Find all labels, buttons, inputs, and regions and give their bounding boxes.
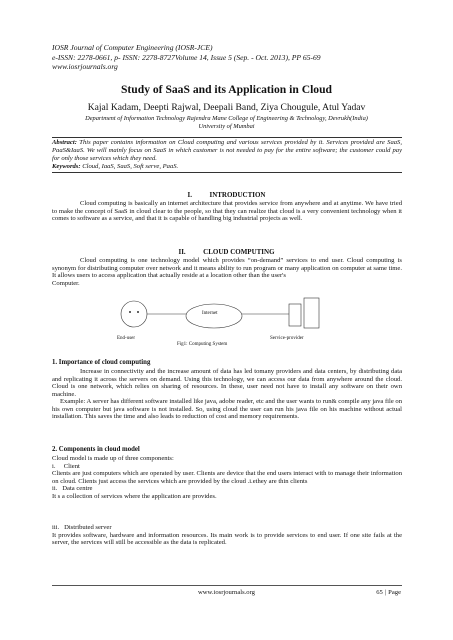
page-label: Page <box>388 589 401 596</box>
paper-title: Study of SaaS and its Application in Cloud <box>120 83 333 96</box>
footer-page: 65 | Page <box>376 589 401 596</box>
data-centre-text: It s a collection of services where the application are provides. <box>52 492 217 500</box>
computing-system-figure <box>112 296 332 356</box>
intro-paragraph <box>52 200 402 223</box>
data-centre-label: ii. Data centre <box>52 485 93 492</box>
distributed-server-paragraph <box>52 524 402 547</box>
end-user-label: End-user <box>117 336 136 341</box>
keywords-label: Keywords: <box>52 163 81 170</box>
components-intro: Cloud model is made up of three components: <box>52 455 174 462</box>
figure-caption: Fig1: Computing System <box>177 342 228 347</box>
distributed-server-label: iii. Distributed server <box>52 524 112 531</box>
affiliation-university: University of Mumbai <box>198 123 255 130</box>
journal-issn: e-ISSN: 2278-0661, p- ISSN: 2278-8727Volume 14, Issue 5 (Sep. - Oct. 2013), PP 65-69 <box>52 52 321 62</box>
cloud-computing-heading: II. CLOUD COMPUTING <box>178 248 275 256</box>
keywords-text: Cloud, IaaS, SaaS, Soft serve, PaaS. <box>80 163 179 170</box>
abstract-label: Abstract: <box>52 139 77 146</box>
distributed-server-text: It provides software, hardware and information resources. Its main work is to provide services to end user. If one site fails at the server, the services will still be accessible as the data is replicated. <box>52 531 402 546</box>
figure-diagram <box>112 296 332 356</box>
server-icon <box>289 304 301 326</box>
abstract-box <box>52 137 402 173</box>
paper-authors: Kajal Kadam, Deepti Rajwal, Deepali Band, Ziya Chougule, Atul Yadav <box>87 102 366 113</box>
abstract <box>52 139 402 163</box>
cloud-computing-text-end: Computer. <box>52 279 80 287</box>
abstract-text: This paper contains information on Cloud computing and various services provided by it. Services provided are SaaS, PaaS&IaaS. We will mainly focus on SaaS in which customer is not needed to pay for the entire software; the customer could pay for only those services which they need. <box>52 139 402 162</box>
importance-heading: 1. Importance of cloud computing <box>52 359 151 366</box>
service-provider-label: Service-provider <box>270 336 304 341</box>
client-text: Clients are just computers which are operated by user. Clients are device that the end users interact with to manage their information on cloud. Clients just access the services which are provided by the cloud .i.ethey are thin clients <box>52 470 402 485</box>
intro-heading: I. INTRODUCTION <box>187 191 266 199</box>
footer-divider <box>52 585 402 586</box>
affiliation-department: Department of Information Technology Rajendra Mane College of Engineering & Technology, Devrukh(India) <box>85 115 368 122</box>
components-heading: 2. Components in cloud model <box>52 446 140 453</box>
end-user-eye-icon <box>137 311 139 313</box>
server-icon <box>304 298 319 328</box>
importance-text: Increase in connectivity and the increase amount of data has led tomany providers and data centers, by distributing data and replicating it across the servers on demand. Using this technology, we can access our data from anywhere around the cloud. Cloud is one network, which relies on sharing of resources. In these, user need not have to install any software on their own machine. <box>52 368 402 398</box>
importance-example: Example: A server has different software installed like java, adobe reader, etc and the user wants to run& compile any java file on his own computer but java software is not installed. So, using cloud the user can run his java file on his machine without actual installation. This saves the time and also leads to reduction of cost and memory requirements. <box>52 398 402 420</box>
footer-url: www.iosrjournals.org <box>198 589 255 596</box>
author-affiliation <box>40 115 413 131</box>
importance-paragraph <box>52 368 402 421</box>
journal-url: www.iosrjournals.org <box>52 62 118 72</box>
cloud-computing-paragraph <box>52 257 402 287</box>
internet-label: Internet <box>202 311 218 316</box>
client-label: i. Client <box>52 462 80 470</box>
end-user-eye-icon <box>129 311 131 313</box>
cloud-computing-text: Cloud computing is one technology model which provides “on-demand” services to end user. Cloud computing is synonym for distributing computer over network and it means ability to run program or many application on computer at same time. It allows users to access application that actually reside at a location other than the user's <box>52 257 402 279</box>
journal-header <box>52 43 321 72</box>
page-number: 65 <box>376 589 383 596</box>
intro-text: Cloud computing is basically an internet architecture that provides service from anywhere and at anytime. We have tried to make the concept of SaaS in cloud clear to the people, so that they can realize that cloud is a very convenient technology when it comes to software as a service, and that it is capable of handling big industrial projects as well. <box>52 200 402 222</box>
internet-cloud-icon <box>186 304 242 328</box>
components-paragraph <box>52 455 402 500</box>
keywords <box>52 163 402 171</box>
end-user-icon <box>121 301 147 327</box>
journal-name: IOSR Journal of Computer Engineering (IOSR-JCE) <box>52 43 213 52</box>
